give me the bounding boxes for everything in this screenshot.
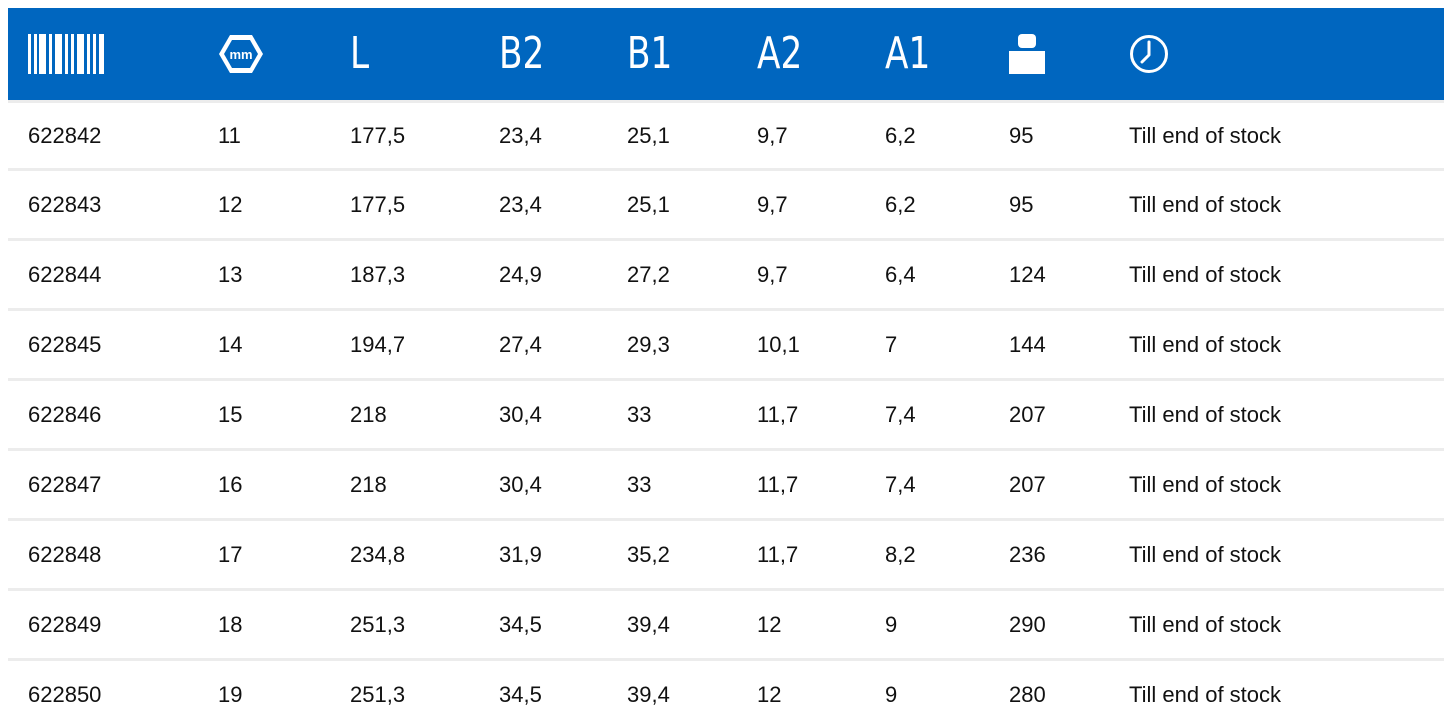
length-cell: 251,3 [350,681,406,707]
a1-cell: 7 [885,331,898,357]
a1-cell: 8,2 [885,541,916,567]
weight-cell: 95 [1009,191,1034,217]
header-length [350,28,499,79]
b2-cell: 23,4 [499,191,542,217]
table-row [8,238,1444,308]
size-cell: 11 [218,122,241,148]
size-cell: 18 [218,611,243,637]
b1-cell: 33 [627,401,652,427]
b2-cell: 34,5 [499,611,542,637]
b2-cell: 27,4 [499,331,542,357]
availability-cell: Till end of stock [1129,122,1282,148]
size-cell: 13 [218,261,243,287]
availability-cell: Till end of stock [1129,261,1282,287]
table-body [8,100,1444,728]
table-row [8,100,1444,168]
availability-cell: Till end of stock [1129,331,1282,357]
b1-cell: 33 [627,471,652,497]
article-number-cell: 622848 [28,541,102,567]
header-availability [1129,34,1444,74]
header-a2 [757,28,885,79]
article-number-cell: 622849 [28,611,102,637]
length-cell: 177,5 [350,191,406,217]
table-row [8,308,1444,378]
table-row [8,168,1444,238]
a2-cell: 9,7 [757,191,788,217]
hex-mm-icon [218,34,264,74]
table-row [8,658,1444,728]
header-b1 [627,28,757,79]
weight-cell: 290 [1009,611,1046,637]
weight-cell: 207 [1009,471,1046,497]
size-cell: 17 [218,541,243,567]
a2-cell: 9,7 [757,261,788,287]
article-number-cell: 622844 [28,261,102,287]
clock-icon [1129,34,1169,74]
a2-cell: 11,7 [757,401,799,427]
a1-cell: 6,2 [885,122,916,148]
article-number-cell: 622846 [28,401,102,427]
weight-cell: 207 [1009,401,1046,427]
header-a1-label: A1 [885,28,931,79]
header-size [218,34,350,74]
weight-cell: 236 [1009,541,1046,567]
header-article-number [8,34,218,74]
b2-cell: 31,9 [499,541,542,567]
length-cell: 218 [350,471,387,497]
a1-cell: 9 [885,611,898,637]
a1-cell: 7,4 [885,401,916,427]
a1-cell: 6,4 [885,261,916,287]
length-cell: 187,3 [350,261,406,287]
b1-cell: 35,2 [627,541,670,567]
size-cell: 19 [218,681,243,707]
length-cell: 194,7 [350,331,406,357]
article-number-cell: 622842 [28,122,102,148]
b1-cell: 39,4 [627,611,670,637]
b2-cell: 23,4 [499,122,542,148]
product-spec-table [8,8,1444,728]
barcode-icon [28,34,104,74]
a2-cell: 9,7 [757,122,788,148]
availability-cell: Till end of stock [1129,401,1282,427]
size-cell: 12 [218,191,243,217]
article-number-cell: 622845 [28,331,102,357]
article-number-cell: 622843 [28,191,102,217]
b1-cell: 27,2 [627,261,670,287]
header-b2-label: B2 [499,28,545,79]
header-b2 [499,28,627,79]
availability-cell: Till end of stock [1129,471,1282,497]
weight-icon [1009,34,1045,74]
header-a2-label: A2 [757,28,803,79]
b2-cell: 30,4 [499,401,542,427]
length-cell: 234,8 [350,541,406,567]
length-cell: 251,3 [350,611,406,637]
article-number-cell: 622847 [28,471,102,497]
article-number-cell: 622850 [28,681,102,707]
table-header-row [8,8,1444,100]
availability-cell: Till end of stock [1129,611,1282,637]
length-cell: 218 [350,401,387,427]
table-row [8,378,1444,448]
b1-cell: 25,1 [627,191,670,217]
table-row [8,588,1444,658]
size-cell: 14 [218,331,243,357]
a1-cell: 9 [885,681,898,707]
b1-cell: 29,3 [627,331,670,357]
b1-cell: 39,4 [627,681,670,707]
a2-cell: 10,1 [757,331,800,357]
a2-cell: 11,7 [757,471,799,497]
header-b1-label: B1 [627,28,673,79]
b1-cell: 25,1 [627,122,670,148]
b2-cell: 30,4 [499,471,542,497]
weight-cell: 124 [1009,261,1046,287]
weight-cell: 280 [1009,681,1046,707]
availability-cell: Till end of stock [1129,191,1282,217]
a2-cell: 12 [757,611,782,637]
table-row [8,448,1444,518]
b2-cell: 34,5 [499,681,542,707]
weight-cell: 144 [1009,331,1046,357]
availability-cell: Till end of stock [1129,541,1282,567]
length-cell: 177,5 [350,122,406,148]
header-l-label: L [350,28,370,79]
a2-cell: 12 [757,681,782,707]
availability-cell: Till end of stock [1129,681,1282,707]
b2-cell: 24,9 [499,261,542,287]
header-weight [1009,34,1129,74]
size-cell: 16 [218,471,243,497]
size-cell: 15 [218,401,243,427]
a1-cell: 6,2 [885,191,916,217]
table-row [8,518,1444,588]
a2-cell: 11,7 [757,541,799,567]
header-a1 [885,28,1009,79]
a1-cell: 7,4 [885,471,916,497]
weight-cell: 95 [1009,122,1034,148]
hex-mm-label: mm [229,47,253,62]
